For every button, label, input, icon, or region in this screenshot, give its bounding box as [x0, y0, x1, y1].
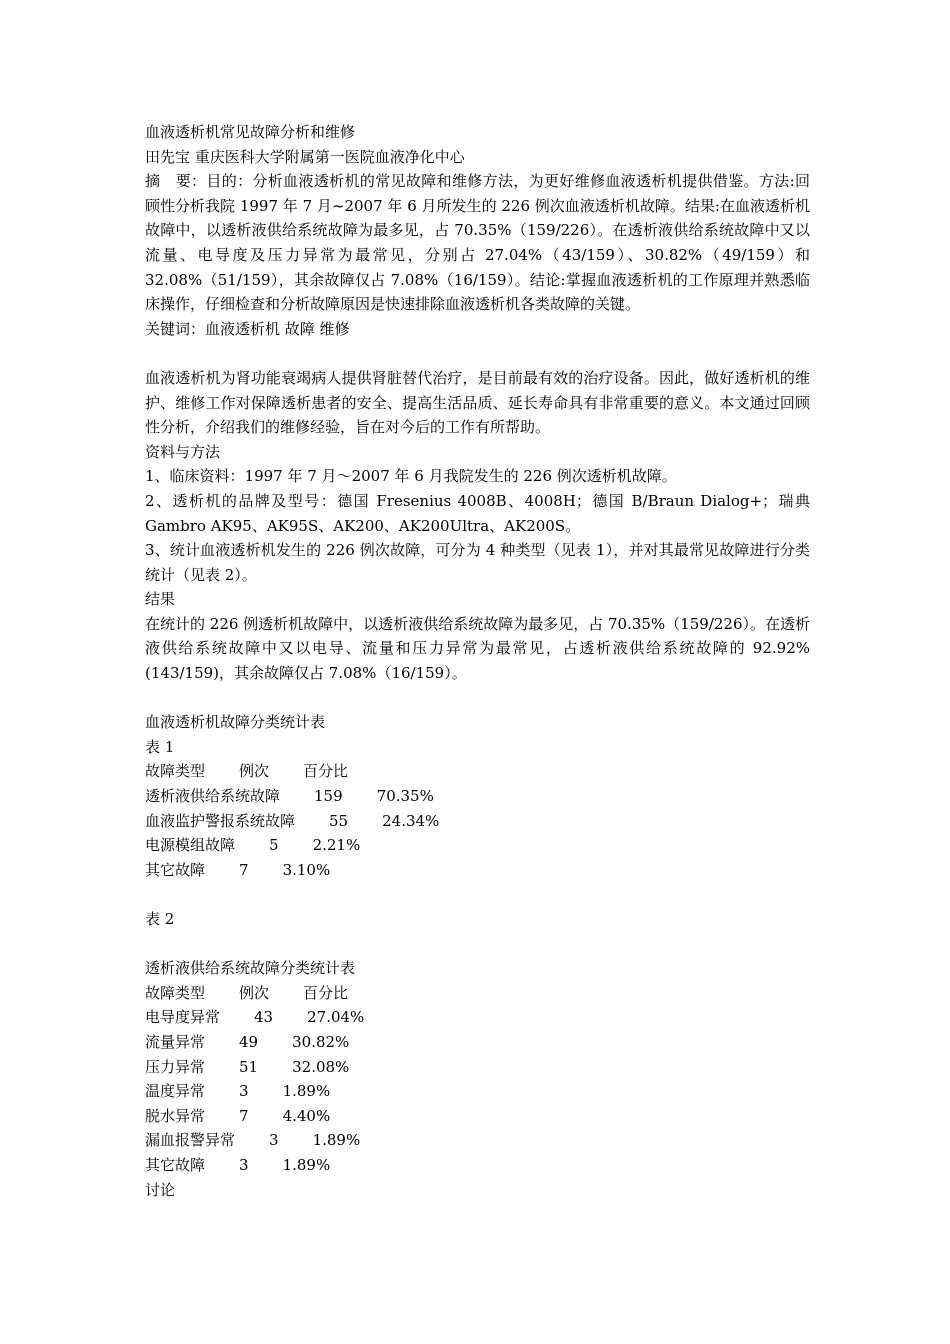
table-row: [145, 1055, 810, 1080]
table-row: [145, 1079, 810, 1104]
spacer: [145, 882, 810, 907]
table2-label: 表 2: [145, 910, 175, 928]
results-heading: 结果: [145, 590, 176, 609]
discussion-heading: 讨论: [145, 1180, 176, 1199]
table-row: [145, 1153, 810, 1178]
table-cell: 49: [239, 1032, 259, 1051]
table-cell: 3.10%: [282, 860, 331, 879]
method-item-1: 1、临床资料：1997 年 7 月～2007 年 6 月我院发生的 226 例次透析机故障。: [145, 467, 677, 486]
table-cell: 43: [254, 1008, 274, 1027]
table-cell: 透析液供给系统故障: [145, 787, 281, 806]
table-cell: 5: [269, 836, 279, 855]
results-paragraph: 在统计的 226 例透析机故障中，以透析液供给系统故障为最多见，占 70.35%（159/226）。在透析液供给系统故障中又以电导、流量和压力异常为最常见，占透析液供给系统故障的 92.92%(143/159)，其余故障仅占 7.08%（16/159）。: [145, 614, 810, 683]
table-cell: 其它故障: [145, 860, 206, 879]
table-row: [145, 1128, 810, 1153]
table-row: [145, 1030, 810, 1055]
table-row: [145, 1005, 810, 1030]
table1-label: 表 1: [145, 737, 175, 756]
document-page: [145, 120, 810, 1202]
header-cell: 例次: [239, 762, 270, 781]
table-cell: 电源模组故障: [145, 836, 236, 855]
table-cell: 1.89%: [282, 1155, 331, 1174]
table2-header-row: [145, 981, 810, 1006]
table-cell: 159: [314, 787, 343, 806]
abstract: 摘 要：目的：分析血液透析机的常见故障和维修方法，为更好维修血液透析机提供借鉴。方法:回顾性分析我院 1997 年 7 月~2007 年 6 月所发生的 226 例次血液透析机故障。结果:在血液透析机故障中，以透析液供给系统故障为最多见，占 70.35%（159/226）。在透析液供给系统故障中又以流量、电导度及压力异常为最常见，分别占 27.04%（43/159）、30.82%（49/159）和 32.08%（51/159），其余故障仅占 7.08%（16/159）。结论:掌握血液透析机的工作原理并熟悉临床操作，仔细检查和分析故障原因是快速排除血液透析机各类故障的关键。: [145, 172, 810, 314]
table-cell: 70.35%: [376, 787, 434, 806]
article-title: 血液透析机常见故障分析和维修: [145, 123, 356, 141]
table-cell: 1.89%: [282, 1082, 331, 1101]
keywords: 关键词：血液透析机 故障 维修: [145, 319, 350, 338]
table-row: [145, 858, 810, 883]
table-cell: 55: [329, 811, 349, 830]
table-cell: 3: [269, 1131, 279, 1150]
table-row: [145, 833, 810, 858]
table-cell: 30.82%: [292, 1032, 350, 1051]
spacer: [145, 686, 810, 711]
table-cell: 7: [239, 860, 249, 879]
table-cell: 51: [239, 1057, 259, 1076]
spacer: [145, 932, 810, 957]
table-cell: 27.04%: [307, 1008, 365, 1027]
table-row: [145, 784, 810, 809]
table-cell: 1.89%: [312, 1131, 361, 1150]
table-cell: 流量异常: [145, 1032, 206, 1051]
spacer: [145, 341, 810, 366]
header-cell: 故障类型: [145, 762, 206, 781]
header-cell: 故障类型: [145, 983, 206, 1002]
table-cell: 脱水异常: [145, 1106, 206, 1125]
table-cell: 4.40%: [282, 1106, 331, 1125]
table-cell: 7: [239, 1106, 249, 1125]
table-cell: 温度异常: [145, 1082, 206, 1101]
table-cell: 32.08%: [292, 1057, 350, 1076]
table-cell: 其它故障: [145, 1155, 206, 1174]
table-row: [145, 809, 810, 834]
table-cell: 电导度异常: [145, 1008, 221, 1027]
table-cell: 漏血报警异常: [145, 1131, 236, 1150]
table-row: [145, 1104, 810, 1129]
header-cell: 例次: [239, 983, 270, 1002]
method-item-3: 3、统计血液透析机发生的 226 例次故障，可分为 4 种类型（见表 1），并对其最常见故障进行分类统计（见表 2）。: [145, 541, 810, 584]
table-cell: 3: [239, 1082, 249, 1101]
table-cell: 压力异常: [145, 1057, 206, 1076]
table-cell: 24.34%: [382, 811, 440, 830]
intro-paragraph: 血液透析机为肾功能衰竭病人提供肾脏替代治疗，是目前最有效的治疗设备。因此，做好透析机的维护、维修工作对保障透析患者的安全、提高生活品质、延长寿命具有非常重要的意义。本文通过回顾性分析，介绍我们的维修经验，旨在对今后的工作有所帮助。: [145, 368, 810, 437]
methods-heading: 资料与方法: [145, 442, 221, 461]
method-item-2: 2、透析机的品牌及型号：德国 Fresenius 4008B、4008H；德国 B/Braun Dialog+；瑞典 Gambro AK95、AK95S、AK200、AK200Ultra、AK200S。: [145, 491, 810, 535]
table-cell: 血液监护警报系统故障: [145, 811, 296, 830]
table-cell: 3: [239, 1155, 249, 1174]
table-cell: 2.21%: [312, 836, 361, 855]
table1-header-row: [145, 759, 810, 784]
table2-caption: 透析液供给系统故障分类统计表: [145, 959, 356, 978]
header-cell: 百分比: [303, 983, 349, 1002]
author-affiliation: 田先宝 重庆医科大学附属第一医院血液净化中心: [145, 147, 465, 166]
header-cell: 百分比: [303, 762, 349, 781]
table1-caption: 血液透析机故障分类统计表: [145, 713, 326, 732]
